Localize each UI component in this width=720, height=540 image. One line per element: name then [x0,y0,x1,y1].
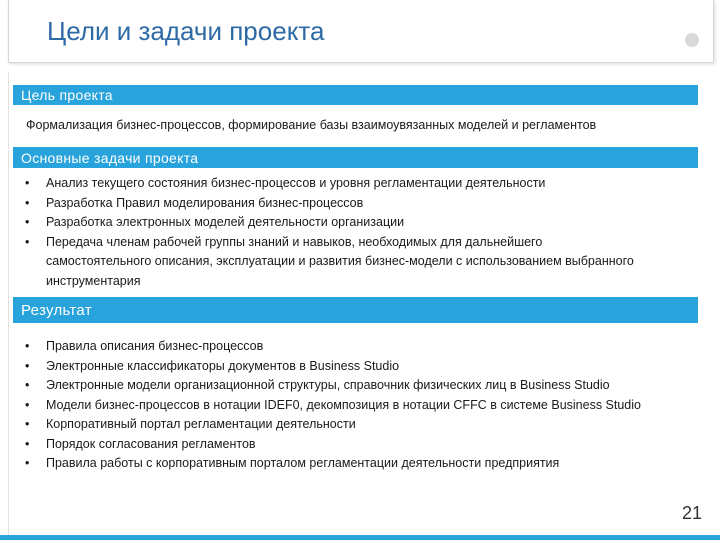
bullet-icon: • [25,397,30,412]
goal-section-header: Цель проекта [13,85,698,105]
tasks-section-header: Основные задачи проекта [13,147,698,168]
decorative-dot-icon [685,33,699,47]
list-item: • Порядок согласования регламентов [25,435,695,455]
footer-bar [0,535,720,540]
bullet-icon: • [25,339,30,353]
result-list [25,337,695,474]
bullet-icon: • [25,456,30,470]
title-box [8,0,714,63]
bullet-icon: • [25,436,30,451]
tasks-list [25,174,645,291]
bullet-icon: • [25,358,30,373]
list-item: • Правила описания бизнес-процессов [25,337,695,357]
list-item: • Электронные классификаторы документов в Business Studio [25,357,695,377]
bullet-icon: • [25,234,30,249]
goal-text: Формализация бизнес-процессов, формирование базы взаимоувязанных моделей и регламентов [26,118,597,132]
page-title: Цели и задачи проекта [47,16,325,46]
list-item: • Анализ текущего состояния бизнес-процессов и уровня регламентации деятельности [25,174,645,194]
list-item: • Разработка электронных моделей деятельности организации [25,213,645,233]
list-item: • Передача членам рабочей группы знаний и навыков, необходимых для дальнейшего самостоятельного описания, эксплуатации и развития бизнес-модели с использованием выбранного инструментария [25,234,634,288]
page-number: 21 [681,503,702,523]
list-item: • Правила работы с корпоративным порталом регламентации деятельности предприятия [25,454,695,474]
list-item: • Корпоративный портал регламентации деятельности [25,415,695,435]
bullet-icon: • [25,176,30,190]
list-item: • Модели бизнес-процессов в нотации IDEF0, декомпозиция в нотации CFFC в системе Business Studio [25,396,695,416]
list-item: • Электронные модели организационной структуры, справочник физических лиц в Business Studio [25,376,695,396]
bullet-icon: • [25,378,30,392]
list-item: • Разработка Правил моделирования бизнес-процессов [25,194,645,214]
bullet-icon: • [25,417,30,431]
bullet-icon: • [25,195,30,210]
bullet-icon: • [25,215,30,229]
result-section-header: Результат [13,297,698,323]
